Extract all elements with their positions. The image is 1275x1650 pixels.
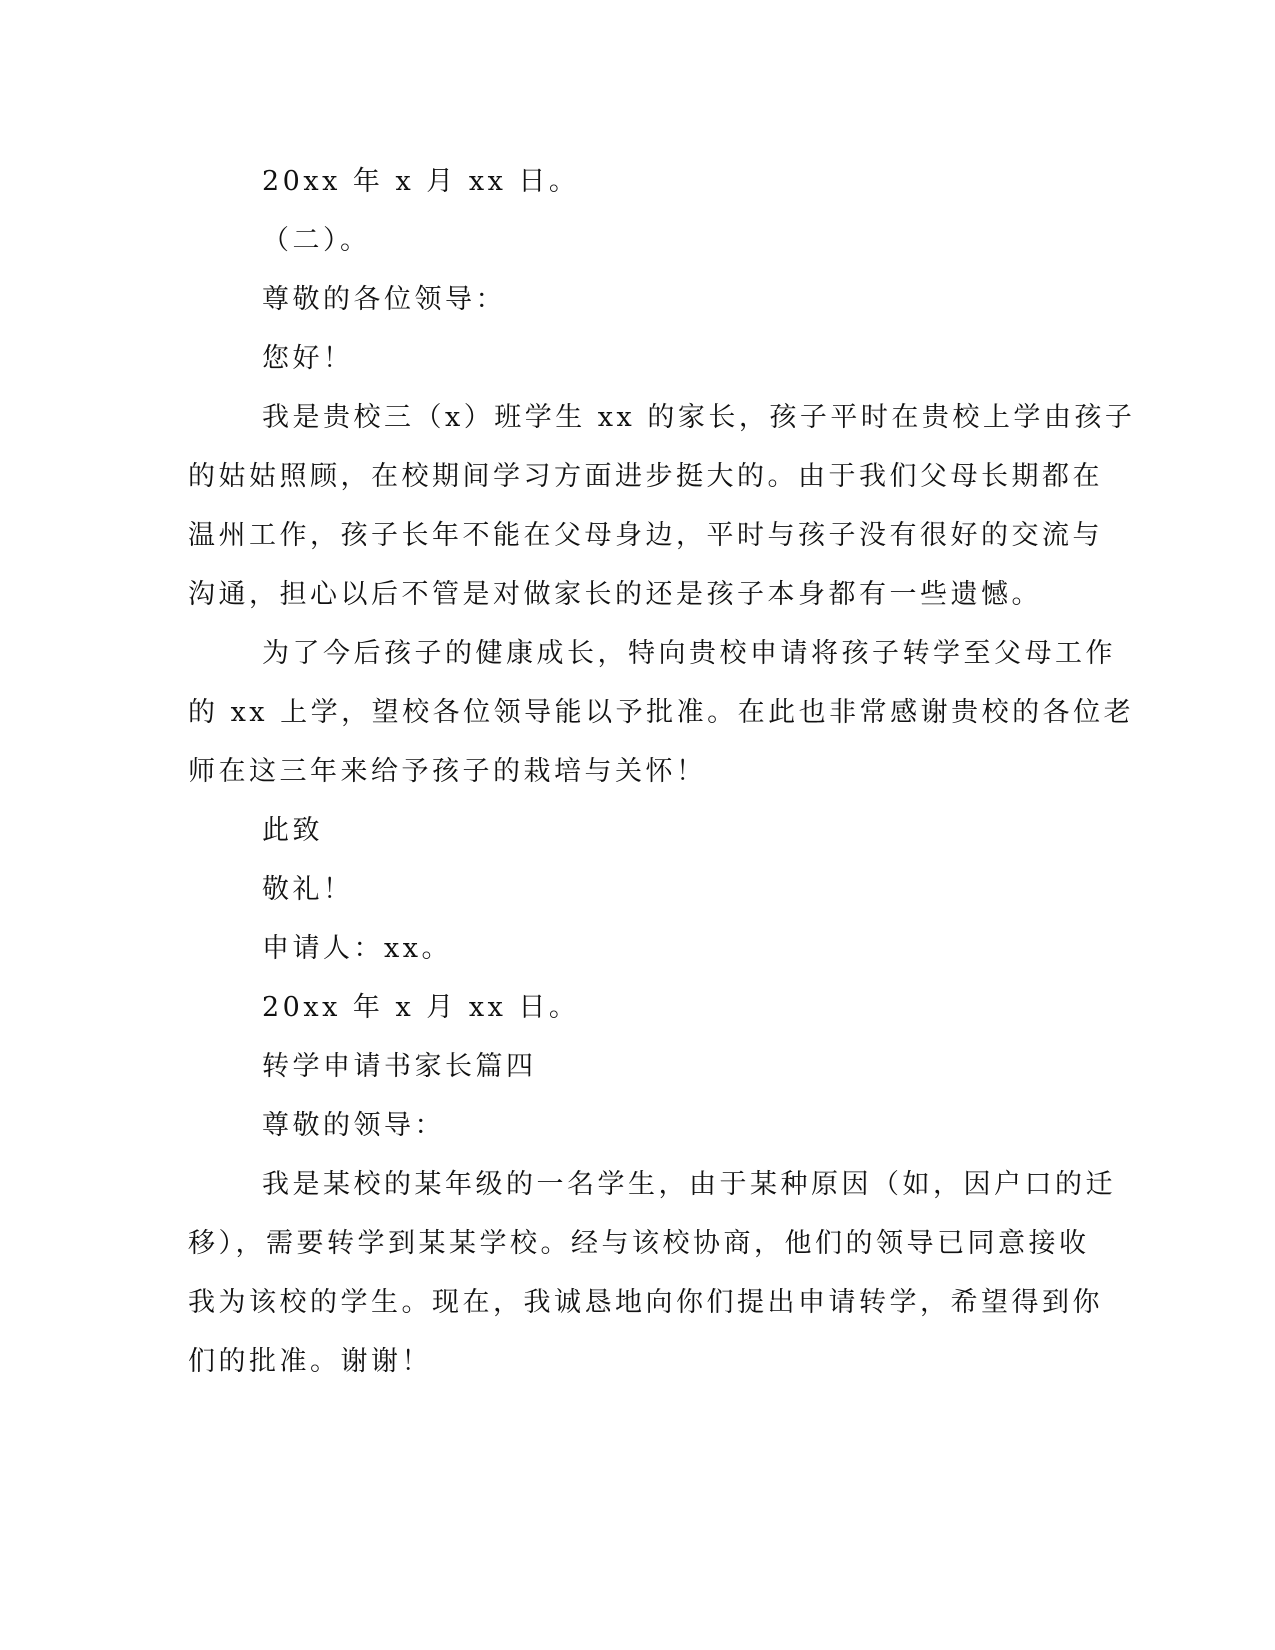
body-line: 沟通，担心以后不管是对做家长的还是孩子本身都有一些遗憾。 xyxy=(188,579,1042,610)
body-line: 们的批准。谢谢！ xyxy=(188,1346,432,1377)
salutation: 尊敬的领导： xyxy=(262,1110,445,1141)
body-line: 温州工作，孩子长年不能在父母身边，平时与孩子没有很好的交流与 xyxy=(188,520,1103,551)
closing-line: 此致 xyxy=(262,815,323,846)
body-line: 我为该校的学生。现在，我诚恳地向你们提出申请转学，希望得到你 xyxy=(188,1287,1103,1318)
body-line: 移），需要转学到某某学校。经与该校协商，他们的领导已同意接收 xyxy=(188,1228,1090,1259)
closing-salute: 敬礼！ xyxy=(262,874,354,905)
body-line: 的 xx 上学，望校各位领导能以予批准。在此也非常感谢贵校的各位老 xyxy=(188,697,1135,728)
date-line: 20xx 年 x 月 xx 日。 xyxy=(262,166,580,197)
body-line: 为了今后孩子的健康成长，特向贵校申请将孩子转学至父母工作 xyxy=(262,638,1116,669)
greeting: 您好！ xyxy=(262,343,354,374)
salutation: 尊敬的各位领导： xyxy=(262,284,506,315)
body-line: 我是贵校三（x）班学生 xx 的家长，孩子平时在贵校上学由孩子 xyxy=(262,402,1136,433)
section-heading: 转学申请书家长篇四 xyxy=(262,1051,537,1082)
body-line: 师在这三年来给予孩子的栽培与关怀！ xyxy=(188,756,707,787)
applicant-line: 申请人：xx。 xyxy=(262,933,452,964)
date-line: 20xx 年 x 月 xx 日。 xyxy=(262,992,580,1023)
body-line: 的姑姑照顾，在校期间学习方面进步挺大的。由于我们父母长期都在 xyxy=(188,461,1103,492)
section-number: （二）。 xyxy=(262,225,371,256)
body-line: 我是某校的某年级的一名学生，由于某种原因（如，因户口的迁 xyxy=(262,1169,1116,1200)
